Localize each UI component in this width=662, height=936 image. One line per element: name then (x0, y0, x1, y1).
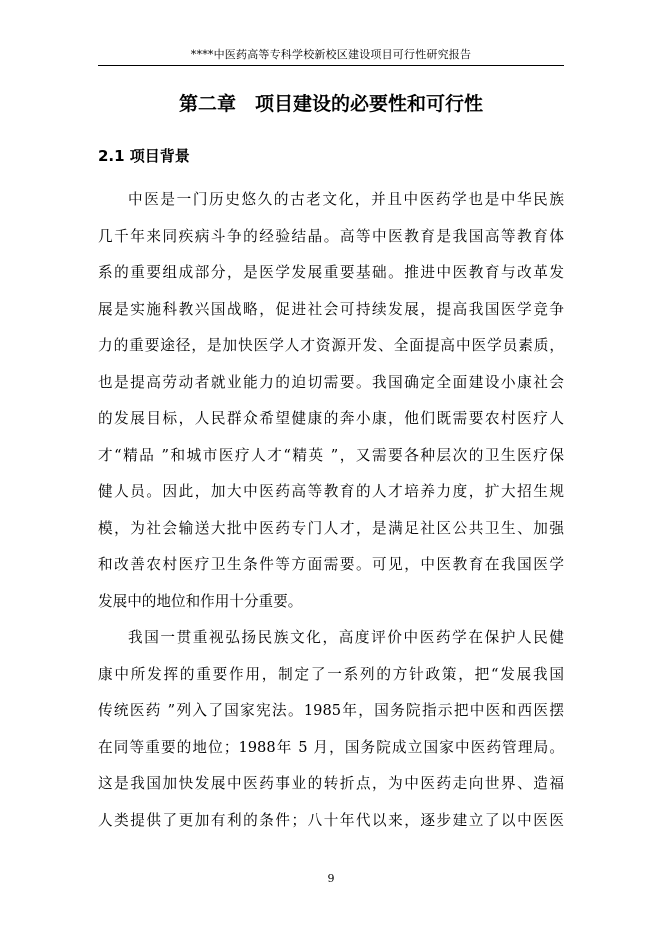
paragraph-line: 展是实施科教兴国战略，促进社会可持续发展，提高我国医学竞争 (98, 300, 564, 318)
paragraph-line: 和改善农村医疗卫生条件等方面需要。可见，中医教育在我国医学 (98, 556, 564, 573)
header-rule (98, 65, 564, 66)
paragraph-line: 在同等重要的地位；1988年 5 月，国务院成立国家中医药管理局。 (98, 738, 564, 756)
paragraph-line: 系的重要组成部分，是医学发展重要基础。推进中医教育与改革发 (98, 264, 564, 281)
body-text (98, 186, 564, 843)
paragraph-line: 健人员。因此，加大中医药高等教育的人才培养力度，扩大招生规 (98, 483, 564, 500)
chapter-title: 第二章 项目建设的必要性和可行性 (178, 93, 483, 115)
paragraph-line: 模，为社会输送大批中医药专门人才，是满足社区公共卫生、加强 (98, 519, 564, 537)
paragraph-line: 才“精品 ”和城市医疗人才“精英 ”，又需要各种层次的卫生医疗保 (98, 446, 564, 464)
paragraph-line: 传统医药 ”列入了国家宪法。1985年，国务院指示把中医和西医摆 (98, 702, 564, 719)
paragraph-line: 人类提供了更加有利的条件；八十年代以来，逐步建立了以中医医 (98, 811, 564, 829)
paragraph-line: 康中所发挥的重要作用，制定了一系列的方针政策，把“发展我国 (98, 665, 564, 683)
paragraph-line: 这是我国加快发展中医药事业的转折点，为中医药走向世界、造福 (98, 775, 564, 792)
paragraph-line: 也是提高劳动者就业能力的迫切需要。我国确定全面建设小康社会 (98, 373, 564, 391)
paragraph-line: 力的重要途径，是加快医学人才资源开发、全面提高中医学员素质， (98, 337, 564, 354)
paragraph-line: 我国一贯重视弘扬民族文化，高度评价中医药学在保护人民健 (128, 629, 564, 646)
running-header: ****中医药高等专科学校新校区建设项目可行性研究报告 (190, 48, 472, 61)
paragraph-line: 中医是一门历史悠久的古老文化，并且中医药学也是中华民族 (128, 191, 564, 208)
paragraph-line: 几千年来同疾病斗争的经验结晶。高等中医教育是我国高等教育体 (98, 227, 564, 245)
paragraph-line: 的发展目标，人民群众希望健康的奔小康，他们既需要农村医疗人 (98, 410, 564, 427)
page-number: 9 (327, 872, 335, 885)
paragraph-line: 发展中的地位和作用十分重要。 (98, 592, 303, 610)
section-heading: 2.1 项目背景 (98, 147, 190, 165)
